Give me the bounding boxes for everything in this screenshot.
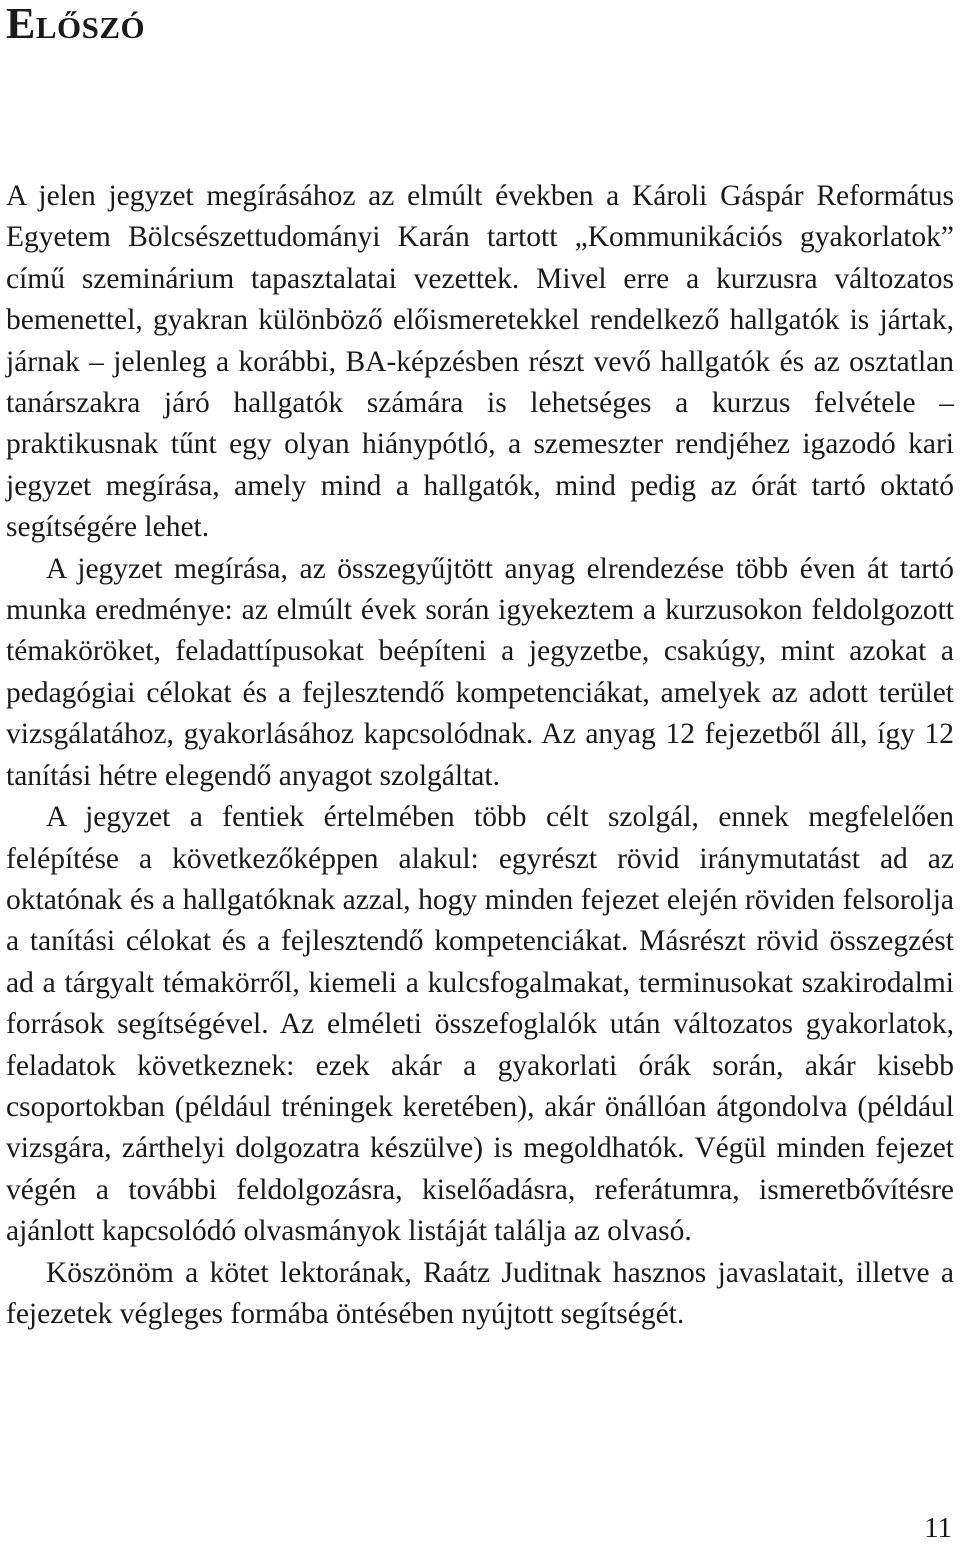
paragraph-4: Köszönöm a kötet lektorának, Raátz Juditnak hasznos javaslatait, illetve a fejezetek végleges formába öntésében nyújtott segítségét. <box>6 1256 954 1330</box>
body-text <box>6 176 954 1335</box>
page-number: 11 <box>924 1512 952 1544</box>
paragraph-1: A jelen jegyzet megírásához az elmúlt években a Károli Gáspár Református Egyetem Bölcsészettudományi Karán tartott „Kommunikációs gyakorlatok” című szeminárium tapasztalatai vezettek. Mivel erre a kurzusra változatos bemenettel, gyakran különböző előismeretekkel rendelkező hallgatók is jártak, járnak – jelenleg a korábbi, BA-képzésben részt vevő hallgatók és az osztatlan tanárszakra járó hallgatók számára is lehetséges a kurzus felvétele – praktikusnak tűnt egy olyan hiánypótló, a szemeszter rendjéhez igazodó kari jegyzet megírása, amely mind a hallgatók, mind pedig az órát tartó oktató segítségére lehet. <box>6 180 954 544</box>
paragraph-2: A jegyzet megírása, az összegyűjtött anyag elrendezése több éven át tartó munka eredménye: az elmúlt évek során igyekeztem a kurzusokon feldolgozott témaköröket, feladattípusokat beépíteni a jegyzetbe, csakúgy, mint azokat a pedagógiai célokat és a fejlesztendő kompetenciákat, amelyek az adott terület vizsgálatához, gyakorlásához kapcsolódnak. Az anyag 12 fejezetből áll, így 12 tanítási hétre elegendő anyagot szolgáltat. <box>6 552 954 792</box>
chapter-heading: Előszó <box>6 0 146 48</box>
paragraph-3: A jegyzet a fentiek értelmében több célt szolgál, ennek megfelelően felépítése a következőképpen alakul: egyrészt rövid iránymutatást ad az oktatónak és a hallgatóknak azzal, hogy minden fejezet elején röviden felsorolja a tanítási célokat és a fejlesztendő kompetenciákat. Másrészt rövid összegzést ad a tárgyalt témakörről, kiemeli a kulcsfogalmakat, terminusokat szakirodalmi források segítségével. Az elméleti összefoglalók után változatos gyakorlatok, feladatok következnek: ezek akár a gyakorlati órák során, akár kisebb csoportokban (például tréningek keretében), akár önállóan átgondolva (például vizsgára, zárthelyi dolgozatra készülve) is megoldhatók. Végül minden fejezet végén a további feldolgozásra, kiselőadásra, referátumra, ismeretbővítésre ajánlott kapcsolódó olvasmányok listáját találja az olvasó. <box>6 801 954 1248</box>
